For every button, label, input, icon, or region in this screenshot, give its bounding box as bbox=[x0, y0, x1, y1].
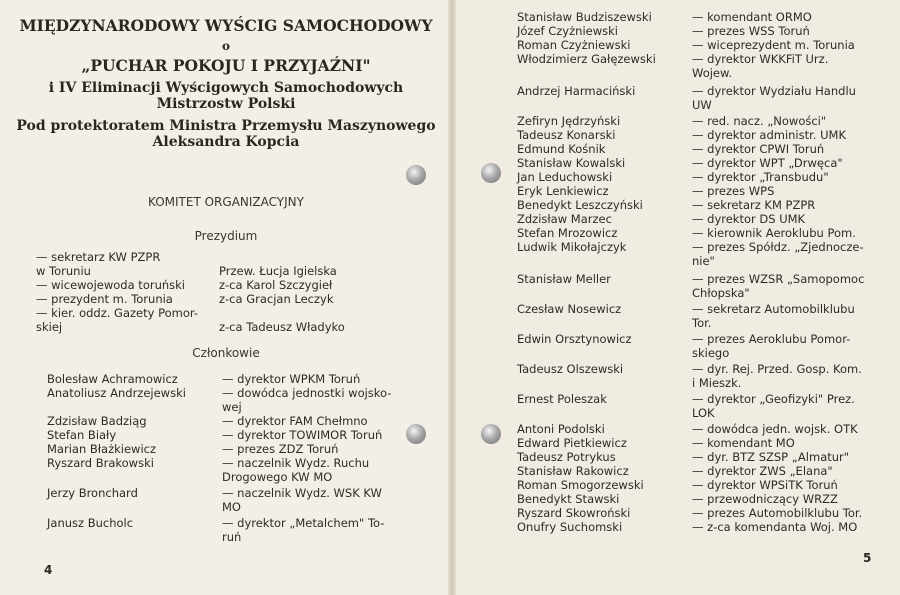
member-role: — prezes Spółdz. „Zjednocze- bbox=[692, 240, 864, 254]
member-role: — komendant ORMO bbox=[692, 10, 812, 24]
member-name: Edmund Kośnik bbox=[517, 142, 606, 156]
member-name: Ernest Poleszak bbox=[517, 392, 607, 406]
member-name: Benedykt Leszczyński bbox=[517, 198, 643, 212]
member-role: Wojew. bbox=[692, 66, 733, 80]
member-name: Bolesław Achramowicz bbox=[47, 372, 178, 386]
title-line: i IV Eliminacji Wyścigowych Samochodowych bbox=[48, 80, 404, 96]
member-role: — sekretarz KM PZPR bbox=[692, 198, 816, 212]
member-name: Roman Smogorzewski bbox=[517, 478, 644, 492]
title-line: „PUCHAR POKOJU I PRZYJAŹNI" bbox=[81, 56, 371, 75]
member-name: Jerzy Bronchard bbox=[47, 486, 138, 500]
member-role: — prezes WSS Toruń bbox=[692, 24, 810, 38]
presidium-name: Przew. Łucja Igielska bbox=[219, 264, 337, 278]
member-name: Stefan Biały bbox=[47, 428, 117, 442]
title-line: Mistrzostw Polski bbox=[156, 96, 296, 112]
member-name: Andrzej Harmaciński bbox=[517, 84, 636, 98]
title-line: Pod protektoratem Ministra Przemysłu Maszynowego bbox=[16, 118, 436, 134]
member-role: — dyrektor „Metalchem" To- bbox=[222, 516, 385, 530]
member-role: — dyrektor WKKFiT Urz. bbox=[692, 52, 829, 66]
member-name: Stanisław Meller bbox=[517, 272, 611, 286]
member-name: Eryk Lenkiewicz bbox=[517, 184, 609, 198]
member-name: Tadeusz Konarski bbox=[517, 128, 616, 142]
members-heading: Członkowie bbox=[192, 346, 260, 360]
member-role: — dyrektor administr. UMK bbox=[692, 128, 846, 142]
member-role: — wiceprezydent m. Torunia bbox=[692, 38, 855, 52]
title-line: o bbox=[221, 39, 230, 53]
member-role: — dyrektor TOWIMOR Toruń bbox=[222, 428, 383, 442]
member-role: — naczelnik Wydz. Ruchu bbox=[222, 456, 370, 470]
member-name: Zdzisław Badziąg bbox=[47, 414, 147, 428]
member-role: UW bbox=[692, 98, 712, 112]
presidium-role: w Toruniu bbox=[36, 264, 91, 278]
title-line: Aleksandra Kopcia bbox=[152, 134, 300, 150]
member-name: Onufry Suchomski bbox=[517, 520, 623, 534]
presidium-role: — kier. oddz. Gazety Pomor- bbox=[36, 306, 199, 320]
member-role: — dyrektor FAM Chełmno bbox=[222, 414, 368, 428]
presidium-heading: Prezydium bbox=[194, 229, 258, 243]
member-name: Marian Błażkiewicz bbox=[47, 442, 157, 456]
member-role: — prezes WZSR „Samopomoc bbox=[692, 272, 865, 286]
member-name: Czesław Nosewicz bbox=[517, 302, 622, 316]
member-role: — przewodniczący WRZZ bbox=[692, 492, 838, 506]
page-number-left: 4 bbox=[44, 563, 53, 577]
member-role: — naczelnik Wydz. WSK KW bbox=[222, 486, 382, 500]
presidium-role: — wicewojewoda toruński bbox=[36, 278, 186, 292]
member-role: — red. nacz. „Nowości" bbox=[692, 114, 827, 128]
member-role: — dyrektor DS UMK bbox=[692, 212, 806, 226]
member-role: skiego bbox=[692, 346, 730, 360]
member-name: Tadeusz Olszewski bbox=[517, 362, 624, 376]
presidium-name: z-ca Gracjan Leczyk bbox=[219, 292, 334, 306]
member-role: — prezes Automobilklubu Tor. bbox=[692, 506, 863, 520]
binding-hole-icon bbox=[406, 165, 426, 185]
member-role: Drogowego KW MO bbox=[222, 470, 333, 484]
binding-hole-icon bbox=[406, 424, 426, 444]
member-role: LOK bbox=[692, 406, 715, 420]
member-role: — dyrektor WPT „Drwęca" bbox=[692, 156, 843, 170]
member-name: Stefan Mrozowicz bbox=[517, 226, 618, 240]
member-role: — z-ca komendanta Woj. MO bbox=[692, 520, 858, 534]
member-name: Stanisław Rakowicz bbox=[517, 464, 629, 478]
member-role: — prezes ZDZ Toruń bbox=[222, 442, 339, 456]
member-role: Chłopska" bbox=[692, 286, 750, 300]
member-name: Edwin Orsztynowicz bbox=[517, 332, 632, 346]
member-name: Roman Czyżniewski bbox=[517, 38, 631, 52]
member-name: Tadeusz Potrykus bbox=[517, 450, 616, 464]
member-role: — dowódca jednostki wojsko- bbox=[222, 386, 392, 400]
member-name: Ludwik Mikołajczyk bbox=[517, 240, 627, 254]
page-number-right: 5 bbox=[863, 551, 872, 565]
presidium-name: z-ca Tadeusz Władyko bbox=[219, 320, 345, 334]
member-role: — komendant MO bbox=[692, 436, 795, 450]
member-name: Ryszard Skowroński bbox=[517, 506, 631, 520]
member-role: — dyrektor ZWS „Elana" bbox=[692, 464, 833, 478]
presidium-name: z-ca Karol Szczygieł bbox=[219, 278, 333, 292]
member-role: — dyrektor WPSiTK Toruń bbox=[692, 478, 838, 492]
member-role: ruń bbox=[222, 530, 242, 544]
binding-hole-icon bbox=[481, 163, 501, 183]
member-role: — dyr. Rej. Przed. Gosp. Kom. bbox=[692, 362, 862, 376]
member-role: nie" bbox=[692, 254, 715, 268]
member-role: — dyr. BTZ SZSP „Almatur" bbox=[692, 450, 850, 464]
member-name: Zdzisław Marzec bbox=[517, 212, 612, 226]
member-role: i Mieszk. bbox=[692, 376, 742, 390]
title-line: MIĘDZYNARODOWY WYŚCIG SAMOCHODOWY bbox=[19, 16, 433, 35]
member-role: wej bbox=[222, 400, 242, 414]
member-name: Benedykt Stawski bbox=[517, 492, 620, 506]
member-name: Józef Czyżniewski bbox=[517, 24, 618, 38]
member-role: — dyrektor „Transbudu" bbox=[692, 170, 829, 184]
member-role: — dowódca jedn. wojsk. OTK bbox=[692, 422, 858, 436]
member-role: — dyrektor WPKM Toruń bbox=[222, 372, 361, 386]
committee-heading: KOMITET ORGANIZACYJNY bbox=[148, 195, 304, 209]
presidium-role: skiej bbox=[36, 320, 63, 334]
member-role: Tor. bbox=[692, 316, 712, 330]
member-name: Antoni Podolski bbox=[517, 422, 605, 436]
member-name: Włodzimierz Gałęzewski bbox=[517, 52, 656, 66]
member-role: — prezes Aeroklubu Pomor- bbox=[692, 332, 851, 346]
binding-hole-icon bbox=[481, 424, 501, 444]
member-name: Edward Pietkiewicz bbox=[517, 436, 627, 450]
member-role: — kierownik Aeroklubu Pom. bbox=[692, 226, 856, 240]
presidium-role: — prezydent m. Torunia bbox=[36, 292, 173, 306]
member-name: Zefiryn Jędrzyński bbox=[517, 114, 621, 128]
member-role: — prezes WPS bbox=[692, 184, 775, 198]
member-role: — dyrektor „Geofizyki" Prez. bbox=[692, 392, 855, 406]
member-name: Janusz Bucholc bbox=[47, 516, 134, 530]
member-name: Anatoliusz Andrzejewski bbox=[47, 386, 186, 400]
member-role: — dyrektor CPWI Toruń bbox=[692, 142, 825, 156]
member-role: — dyrektor Wydziału Handlu bbox=[692, 84, 856, 98]
member-name: Stanisław Kowalski bbox=[517, 156, 626, 170]
member-role: MO bbox=[222, 500, 241, 514]
presidium-role: — sekretarz KW PZPR bbox=[36, 250, 161, 264]
member-name: Jan Leduchowski bbox=[517, 170, 613, 184]
member-name: Ryszard Brakowski bbox=[47, 456, 154, 470]
member-name: Stanisław Budziszewski bbox=[517, 10, 652, 24]
member-role: — sekretarz Automobilklubu bbox=[692, 302, 855, 316]
